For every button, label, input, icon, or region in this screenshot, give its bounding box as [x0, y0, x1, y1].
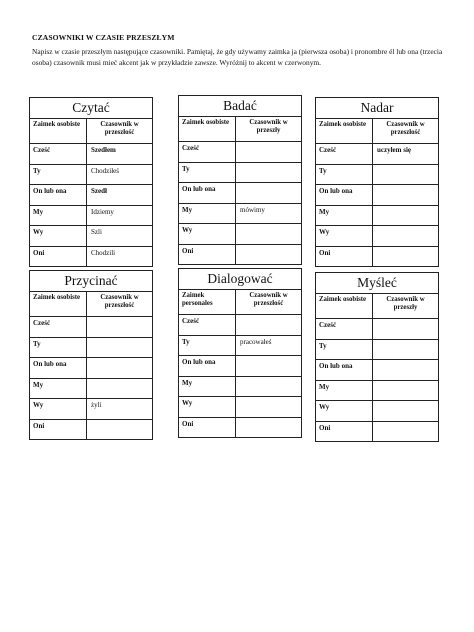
table-row	[179, 397, 301, 418]
verb-header: Czasownik w przeszłość	[249, 292, 288, 307]
pronoun-cell: On lub ona	[179, 183, 236, 203]
answer-cell[interactable]: Szedłem	[91, 146, 116, 154]
answer-cell[interactable]	[236, 377, 301, 397]
pronoun-header: Zaimek osobiste	[30, 119, 87, 143]
pronoun-cell: Ty	[30, 165, 87, 185]
answer-cell[interactable]	[236, 142, 301, 162]
pronoun-header: Zaimek osobiste	[179, 117, 236, 141]
verb-heading: Czytać	[30, 98, 152, 119]
answer-cell[interactable]	[236, 315, 301, 335]
table-row	[316, 247, 438, 267]
answer-cell[interactable]: Szli	[91, 228, 102, 236]
table-row	[316, 206, 438, 227]
answer-cell[interactable]	[236, 418, 301, 438]
table-row	[179, 163, 301, 184]
pronoun-header: Zaimek osobiste	[316, 119, 373, 143]
table-row	[316, 165, 438, 186]
table-row	[179, 315, 301, 336]
table-row	[179, 183, 301, 204]
verb-heading: Dialogować	[179, 269, 301, 290]
column-headers	[316, 119, 438, 144]
answer-cell[interactable]: Chodzili	[91, 248, 116, 257]
table-row	[30, 420, 152, 440]
pronoun-cell: Oni	[179, 418, 236, 438]
answer-cell[interactable]	[236, 356, 301, 376]
verb-header: Czasownik w przeszłość	[386, 121, 425, 136]
verb-header: Czasownik w przeszły	[386, 296, 425, 311]
answer-cell[interactable]	[236, 183, 301, 203]
pronoun-cell: Oni	[316, 247, 373, 267]
answer-cell[interactable]	[373, 422, 438, 442]
answer-cell[interactable]	[373, 185, 438, 205]
pronoun-cell: Oni	[179, 245, 236, 265]
pronoun-header: Zaimek osobiste	[30, 292, 87, 316]
answer-cell[interactable]: żyli	[91, 401, 102, 409]
answer-cell[interactable]	[373, 206, 438, 226]
answer-cell[interactable]	[373, 226, 438, 246]
verb-header: Czasownik w przeszłość	[100, 294, 139, 309]
answer-cell[interactable]: Szedł	[91, 187, 107, 195]
answer-cell[interactable]: pracowałeś	[240, 337, 272, 346]
pronoun-cell: Wy	[179, 224, 236, 244]
table-row	[179, 142, 301, 163]
table-row	[316, 185, 438, 206]
verb-card-przycinac	[29, 270, 153, 440]
answer-cell[interactable]	[236, 163, 301, 183]
pronoun-cell: Oni	[316, 422, 373, 442]
table-row	[30, 317, 152, 338]
table-row	[30, 165, 152, 186]
pronoun-cell: Oni	[30, 247, 87, 267]
column-headers	[179, 117, 301, 142]
answer-cell[interactable]: mówimy	[240, 205, 265, 214]
answer-cell[interactable]	[373, 165, 438, 185]
column-headers	[316, 294, 438, 319]
answer-cell[interactable]: Idziemy	[91, 207, 114, 216]
table-row	[179, 204, 301, 225]
table-row	[30, 247, 152, 267]
verb-header: Czasownik w przeszłość	[100, 121, 139, 136]
column-headers	[30, 119, 152, 144]
pronoun-cell: On lub ona	[30, 358, 87, 378]
pronoun-cell: My	[179, 204, 236, 224]
verb-card-dialogowac	[178, 268, 302, 438]
answer-cell[interactable]	[373, 381, 438, 401]
answer-cell[interactable]	[236, 224, 301, 244]
column-headers	[179, 290, 301, 315]
table-row	[30, 144, 152, 165]
table-row	[179, 418, 301, 438]
pronoun-cell: Ty	[316, 340, 373, 360]
answer-cell[interactable]	[373, 319, 438, 339]
answer-cell[interactable]	[87, 358, 152, 378]
answer-cell[interactable]	[373, 247, 438, 267]
table-row	[30, 399, 152, 420]
table-row	[316, 319, 438, 340]
answer-cell[interactable]	[87, 317, 152, 337]
answer-cell[interactable]	[87, 338, 152, 358]
table-row	[316, 144, 438, 165]
pronoun-cell: On lub ona	[179, 356, 236, 376]
answer-cell[interactable]	[373, 401, 438, 421]
pronoun-cell: My	[30, 206, 87, 226]
pronoun-cell: Cześć	[316, 319, 373, 339]
pronoun-cell: Cześć	[30, 317, 87, 337]
table-row	[30, 185, 152, 206]
verb-card-badac	[178, 95, 302, 265]
table-row	[316, 381, 438, 402]
verb-heading: Myśleć	[316, 273, 438, 294]
pronoun-cell: On lub ona	[30, 185, 87, 205]
pronoun-cell: Cześć	[179, 142, 236, 162]
table-row	[316, 422, 438, 442]
answer-cell[interactable]: uczyłem się	[377, 146, 412, 154]
table-row	[316, 226, 438, 247]
verb-card-myslec	[315, 272, 439, 442]
answer-cell[interactable]	[87, 420, 152, 440]
answer-cell[interactable]	[236, 245, 301, 265]
verb-card-czytac	[29, 97, 153, 267]
instructions-text: Napisz w czasie przeszłym następujące czasowniki. Pamiętaj, że gdy używamy zaimka ja (pierwsza osoba) i pronombre él lub ona (trzecia osoba) czasownik musi mieć akcent jak w przykładzie zawsze. Wyróżnij to akcent w czerwonym.	[32, 47, 443, 67]
table-row	[179, 356, 301, 377]
verb-heading: Przycinać	[30, 271, 152, 292]
pronoun-cell: My	[316, 206, 373, 226]
table-row	[179, 224, 301, 245]
verb-card-nadar	[315, 97, 439, 267]
pronoun-cell: Ty	[316, 165, 373, 185]
answer-cell[interactable]	[373, 360, 438, 380]
pronoun-cell: Wy	[316, 401, 373, 421]
table-row	[316, 340, 438, 361]
table-row	[30, 338, 152, 359]
verb-heading: Badać	[179, 96, 301, 117]
table-row	[30, 358, 152, 379]
table-row	[30, 379, 152, 400]
pronoun-cell: My	[316, 381, 373, 401]
pronoun-cell: Cześć	[30, 144, 87, 164]
answer-cell[interactable]: Chodziłeś	[91, 166, 119, 175]
answer-cell[interactable]	[373, 340, 438, 360]
verb-heading: Nadar	[316, 98, 438, 119]
answer-cell[interactable]	[236, 397, 301, 417]
pronoun-cell: On lub ona	[316, 360, 373, 380]
table-row	[30, 206, 152, 227]
worksheet-title: CZASOWNIKI W CZASIE PRZESZŁYM	[32, 33, 175, 42]
pronoun-cell: Oni	[30, 420, 87, 440]
pronoun-cell: On lub ona	[316, 185, 373, 205]
table-row	[179, 336, 301, 357]
pronoun-cell: Wy	[179, 397, 236, 417]
pronoun-header: Zaimek osobiste	[316, 294, 373, 318]
column-headers	[30, 292, 152, 317]
pronoun-cell: Cześć	[179, 315, 236, 335]
table-row	[30, 226, 152, 247]
table-row	[179, 377, 301, 398]
table-row	[179, 245, 301, 265]
answer-cell[interactable]	[87, 379, 152, 399]
table-row	[316, 360, 438, 381]
verb-header: Czasownik w przeszły	[249, 119, 288, 134]
pronoun-cell: My	[30, 379, 87, 399]
pronoun-cell: My	[179, 377, 236, 397]
pronoun-cell: Cześć	[316, 144, 373, 164]
pronoun-header: Zaimek personales	[179, 290, 236, 314]
pronoun-cell: Wy	[30, 399, 87, 419]
pronoun-cell: Wy	[30, 226, 87, 246]
pronoun-cell: Wy	[316, 226, 373, 246]
pronoun-cell: Ty	[179, 336, 236, 356]
pronoun-cell: Ty	[30, 338, 87, 358]
pronoun-cell: Ty	[179, 163, 236, 183]
table-row	[316, 401, 438, 422]
